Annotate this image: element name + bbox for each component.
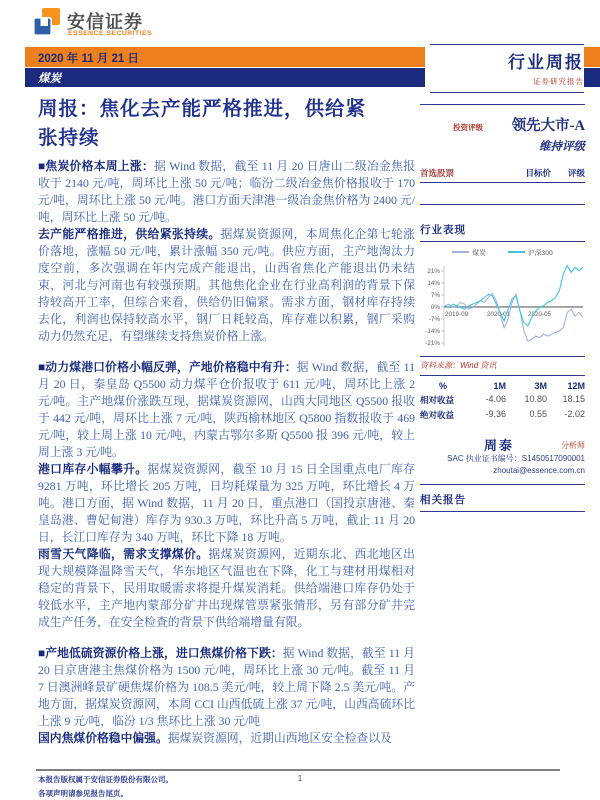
svg-text:-14%: -14% [425,328,440,336]
page-title: 周报：焦化去产能严格推进，供给紧张持续 [38,99,367,149]
hs300-line-swatch [508,251,525,253]
sidebar [420,104,585,512]
date-bar-right-segment [584,47,600,67]
analyst-name: 周泰 [484,438,515,453]
essence-logo-icon [33,8,61,36]
legend-item-hs300: 沪深300 [508,247,553,257]
brand-logo [33,7,233,43]
svg-text:0%: 0% [430,304,440,312]
analyst-email-link[interactable]: zhoutai@essence.com.cn [493,466,585,475]
related-reports-title: 相关报告 [420,492,585,512]
report-date: 2020 年 11 月 21 日 [38,53,140,65]
absolute-return-label: 绝对收益 [420,410,455,420]
coal-line-swatch [452,251,469,253]
brand-name-cn: 安信证券 [67,12,143,32]
chart-legend [420,247,585,257]
analyst-block [420,435,585,451]
industry-bar-right-segment [584,68,600,87]
paragraph: 国内焦煤价格稳中偏强。据煤炭资源网，近期山西地区安全检查以及 [38,731,392,745]
svg-text:14%: 14% [427,280,440,288]
rating-label: 投资评级 [453,123,483,132]
legend-item-coal: 煤炭 [452,247,486,257]
industry-bar [25,68,425,87]
footer-disclaimer: 各项声明请参见报告尾页。 [38,789,128,798]
footer-copyright: 本报告版权属于安信证券股份有限公司。 [38,775,173,784]
paragraph: ■焦炭价格本周上涨：据 Wind 数据，截至 11 月 20 日唐山二级冶金焦报收于 2140 元/吨，周环比上涨 50 元/吨；临汾二级冶金焦价格报收于 170 元/吨，周环比上涨 50 元/吨。港口方面天津港一级冶金焦价格为 2400 元/吨，周环比上涨 50 元/吨。 [38,159,415,224]
preferred-stock-label: 首选股票 [420,168,455,178]
industry-name: 煤炭 [38,73,61,85]
report-body [38,158,415,747]
preferred-stock-header [420,167,585,183]
paragraph: ■产地低硫资源价格上涨，进口焦煤价格下跌：据 Wind 数据，截至 11 月 20 日京唐港主焦煤价格为 1500 元/吨，周环比上涨 30 元/吨。截至 11 月 7 日澳洲峰景矿硬焦煤价格为 108.5 美元/吨，较上周下降 2.5 美元/吨。产地方面，据煤炭资源网，本周 CCI 山西低硫上涨 37 元/吨，山西高硫环比上涨 9 元/吨，临汾 1/3 焦环比上涨 30 元/吨 [38,646,415,728]
analyst-sac-number: SAC 执业证书编号：S1450517090001 [447,454,585,463]
svg-text:-21%: -21% [425,340,440,348]
rating-status: 维持评级 [539,141,585,153]
paragraph: 港口库存小幅攀升。据煤炭资源网，截至 10 月 15 日全国重点电厂库存 9281 万吨，环比增长 205 万吨，日均耗煤量为 325 万吨，环比增长 4 万吨。港口方面，据 Wind 数据，11 月 20 日，重点港口（国投京唐港、秦皇岛港、曹妃甸港）库存为 930.3 万吨，环比升高 5 万吨，截止 11 月 20 日，长江口库存为 340 万吨，环比下降 18 万吨。 [38,462,415,544]
industry-performance-chart [420,258,585,354]
svg-text:21%: 21% [427,268,440,276]
returns-table: % 1M 3M 12M 相对收益 -4.06 10.80 18.15 绝对收益 -9.36 0.55 -2.02 [420,381,585,420]
rating-value: 领先大市-A [511,118,585,134]
date-bar [25,47,425,67]
paragraph: ■动力煤港口价格小幅反弹，产地价格稳中有升：据 Wind 数据，截至 11 月 20 日，秦皇岛 Q5500 动力煤平仓价报收于 611 元/吨，周环比上涨 2 元/吨。主产地煤价涨跌互现，据煤炭资源网，山西大同地区 Q5500 报收于 442 元/吨，周环比上涨 7 元/吨，陕西榆林地区 Q5800 指数报收于 469 元/吨，较上周上涨 10 元/吨，内蒙古鄂尔多斯 Q5500 报 396 元/吨，较上周上涨 3 元/吨。 [38,360,415,459]
rating-col-label: 评级 [567,168,585,178]
svg-text:2019-09: 2019-09 [445,311,469,318]
svg-text:7%: 7% [430,292,440,300]
report-type-block [430,44,584,93]
report-category-label: 证券研究报告 [533,77,584,86]
relative-return-label: 相对收益 [420,395,455,405]
divider [420,484,585,485]
paragraph: 雨雪天气降临，需求支撑煤价。据煤炭资源网，近期东北、西北地区出现大规模降温降雪天气，华东地区气温也在下降，化工与建材用煤相对稳定的背景下，民用取暖需求将提升煤炭消耗。供给端港口库存仍处于较低水平，主产地内蒙部分矿井出现煤管票紧张情形，另有部分矿井完成生产任务，在安全检查的背景下供给端增量有限。 [38,547,415,629]
analyst-title: 分析师 [561,441,585,450]
paragraph: 去产能严格推进，供给紧张持续。据煤炭资源网，本周焦化企第七轮涨价落地，涨幅 50 元/吨，累计涨幅 350 元/吨。供应方面，主产地淘汰力度空前，多次强调在年内完成产能退出，山西省焦化产能退出仍未结束，河北与河南也有较强预期。其他焦化企业在行业高利润的背景下保持较高开工率，但综合来看，供给仍旧偏紧。需求方面，钢材库存持续去化，利润也保持较高水平，钢厂日耗较高，库存难以积累，钢厂采购动力仍然充足，有望继续支持焦炭价格上涨。 [38,227,415,343]
svg-text:2020-05: 2020-05 [528,311,552,318]
footer-rule [36,769,560,771]
report-type-label: 行业周报 [508,53,584,72]
preferred-stock-empty-row [420,183,585,205]
svg-text:-7%: -7% [428,316,440,324]
brand-name-en: ESSENCE SECURITIES [68,30,153,37]
chart-source: 资料来源：Wind 资讯 [420,356,585,376]
page-number: 1 [297,773,303,783]
target-price-label: 目标价 [525,168,551,178]
svg-text:2020-01: 2020-01 [487,311,511,318]
industry-performance-title: 行业表现 [420,222,585,242]
investment-rating-block [420,104,585,154]
